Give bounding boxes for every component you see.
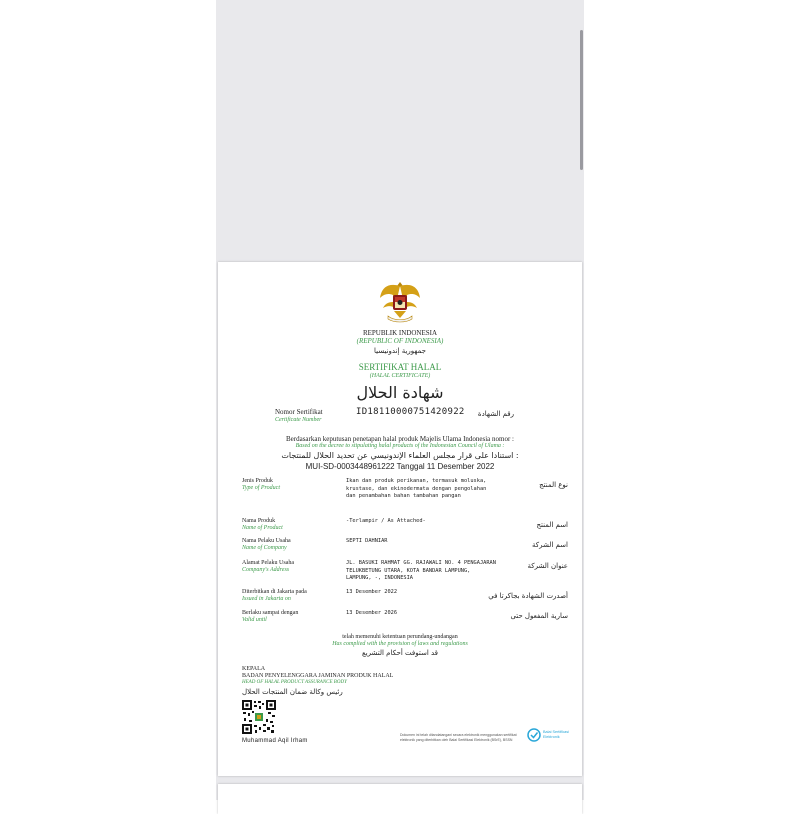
signatory-body-en: HEAD OF HALAL PRODUCT ASSURANCE BODY <box>242 680 347 685</box>
decree-text-en: Based on the decree to stipulating halal products of the Indonesian Council of Ulama : <box>295 443 505 449</box>
valid-until-label-en: Valid until <box>242 617 267 623</box>
signatory-body: BADAN PENYELENGGARA JAMINAN PRODUK HALAL <box>242 673 394 679</box>
country-name-en: (REPUBLIC OF INDONESIA) <box>356 337 444 345</box>
product-name-label-en: Name of Product <box>242 525 283 531</box>
bsre-label: Balai Sertifikasi Elektronik <box>543 730 569 739</box>
product-name-label-ar: اسم المنتج <box>536 521 568 529</box>
cert-number-label-en: Certificate Number <box>275 417 322 423</box>
decree-text: Berdasarkan keputusan penetapan halal produk Majelis Ulama Indonesia nomor : <box>285 435 514 443</box>
compliance-text-en: Has complied with the provision of laws and regulations <box>332 641 468 647</box>
cert-title: SERTIFIKAT HALAL <box>358 362 442 372</box>
product-type-label-en: Type of Product <box>242 485 280 491</box>
decree-text-ar: استنادا على قرار مجلس العلماء الإندونيسي عن تحديد الحلال للمنتجات : <box>281 451 519 460</box>
signatory-name: Muhammad Aqil Irham <box>242 738 308 744</box>
country-name: REPUBLIK INDONESIA <box>362 329 438 337</box>
bsre-logo-icon <box>527 728 541 742</box>
company-name-value: SEPTI DAHNIAR <box>346 538 388 544</box>
product-type-value: Ikan dan produk perikanan, termasuk moluska, krustase, dan ekinodermata dengan pengolahan dan penambahan bahan tambahan pangan <box>346 478 487 499</box>
valid-until-value: 13 Desember 2026 <box>346 610 398 616</box>
cert-title-en: (HALAL CERTIFICATE) <box>369 373 431 379</box>
cert-number-label-ar: رقم الشهادة <box>477 410 514 418</box>
cert-number-label: Nomor Sertifikat <box>275 408 323 416</box>
company-name-label: Nama Pelaku Usaha <box>242 538 291 544</box>
company-name-label-ar: اسم الشركة <box>532 541 568 549</box>
signatory-title: KEPALA <box>242 666 266 672</box>
esign-note: Dokumen ini telah ditandatangani secara elektronik menggunakan sertifikat elektronik yang diterbitkan oleh Balai Sertifikasi Elektronik (BSrE), BSSN <box>400 733 517 742</box>
valid-until-label-ar: سارية المفعول حتى <box>510 612 568 620</box>
compliance-text: telah memenuhi ketentuan perundang-undangan <box>342 634 458 640</box>
signatory-body-ar: رئيس وكالة ضمان المنتجات الحلال <box>242 688 343 696</box>
product-name-label: Nama Produk <box>242 518 276 524</box>
country-name-ar: جمهورية إندونيسيا <box>373 347 427 355</box>
product-type-label-ar: نوع المنتج <box>539 481 568 489</box>
valid-until-label: Berlaku sampai dengan <box>242 610 299 616</box>
company-address-value: JL. BASUKI RAHMAT GG. RAJAWALI NO. 4 PENGAJARAN TELUKBETUNG UTARA, KOTA BANDAR LAMPUNG, LAMPUNG, -, INDONESIA <box>346 560 496 581</box>
qr-code-icon <box>242 700 276 734</box>
scrollbar-thumb[interactable] <box>580 30 583 170</box>
cert-title-ar: شهادة الحلال <box>356 383 444 402</box>
product-name-value: -Terlampir / As Attached- <box>346 518 426 524</box>
product-type-label: Jenis Produk <box>242 478 273 484</box>
decree-reference: MUI-SD-0003448961222 Tanggal 11 Desember 2022 <box>305 462 495 471</box>
company-address-label-en: Company's Address <box>242 567 290 573</box>
company-name-label-en: Name of Company <box>242 545 287 551</box>
garuda-emblem-icon <box>378 278 422 324</box>
issued-label-ar: أصدرت الشهادة بجاكرتا في <box>488 592 568 600</box>
compliance-text-ar: قد استوفت أحكام التشريع <box>361 649 439 657</box>
next-page <box>218 784 582 814</box>
issued-label-en: Issued in Jakarta on <box>242 596 291 602</box>
issued-value: 13 Desember 2022 <box>346 589 398 595</box>
cert-number-value: ID18110000751420922 <box>356 407 465 417</box>
certificate-page <box>218 262 582 776</box>
issued-label: Diterbitkan di Jakarta pada <box>242 589 307 595</box>
company-address-label: Alamat Pelaku Usaha <box>242 560 294 566</box>
company-address-label-ar: عنوان الشركة <box>527 562 568 570</box>
